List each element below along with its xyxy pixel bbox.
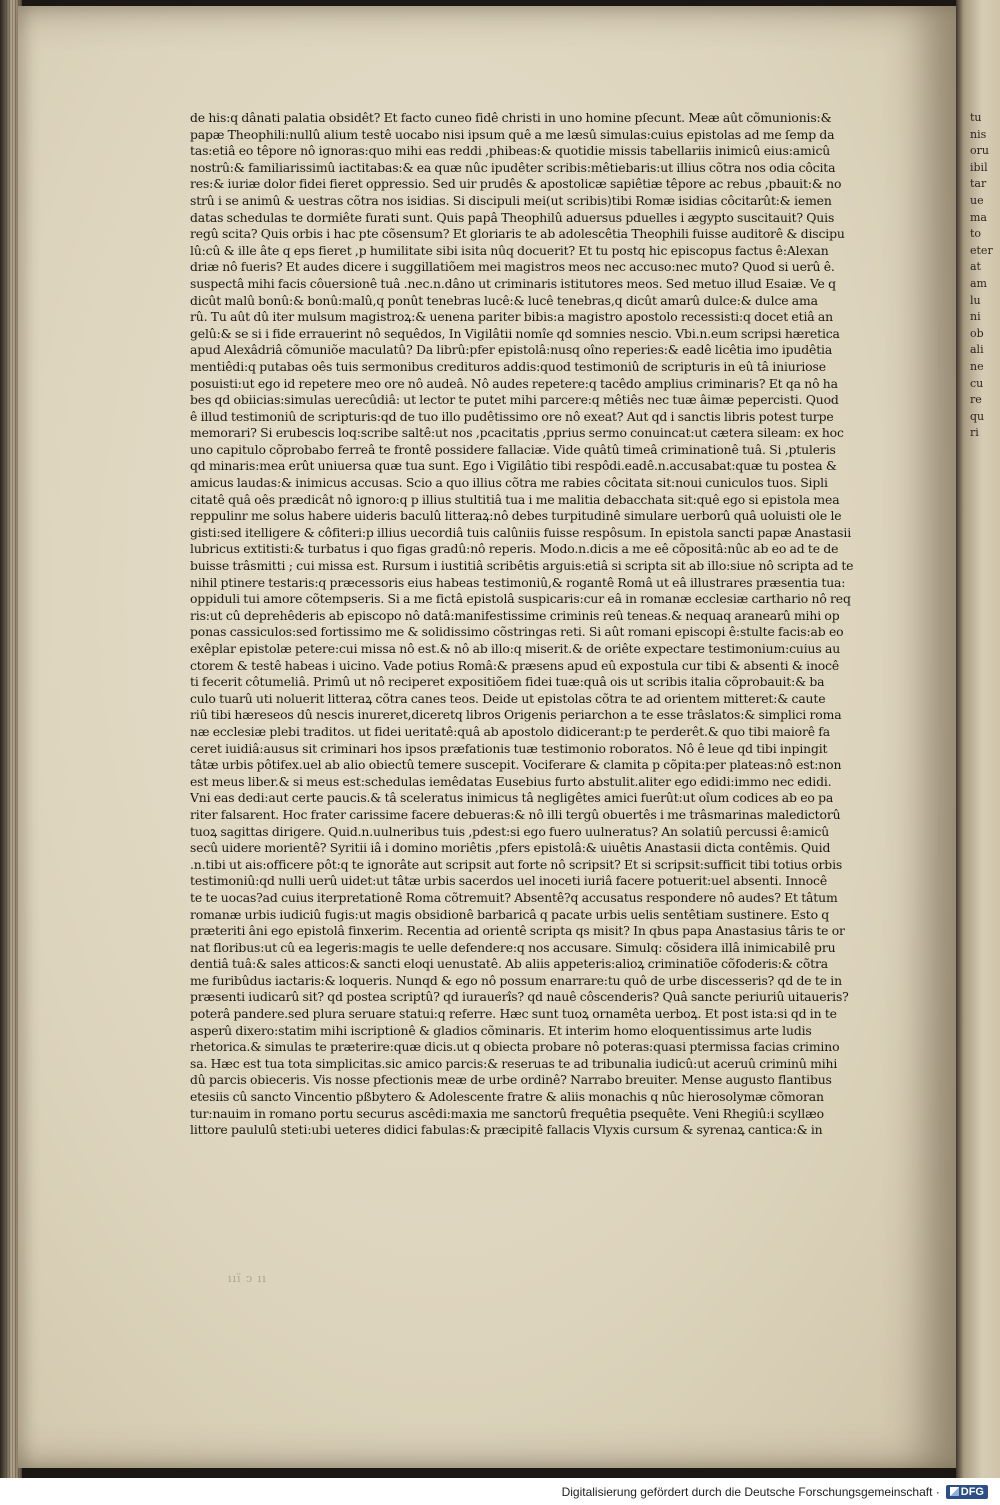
text-line: ctorem & testê habeas i uicino. Vade potius Româ:& præsens apud eû expostula cur tibi & absenti & inocê <box>190 657 840 673</box>
text-line: apud Alexâdriâ cõmuniõe maculatû? Da librû:pfer epistolâ:nusq oîno reperies:& eadê licêtia imo ipudêtia <box>190 342 833 358</box>
text-line: res:& iuriæ dolor fidei fieret oppressio. Sed uir prudês & apostolicæ sapiêtiæ têpore ac rebus ,pbauit:& no <box>190 176 842 192</box>
text-line: qd minaris:mea erût uniuersa quæ tua sunt. Ego i Vigilâtio tibi respôdi.eadê.n.accusabat:quæ tu postea & <box>190 458 837 474</box>
facing-page-fragment: to <box>970 227 982 241</box>
text-line: tâtæ urbis pôtifex.uel ab alio obiectû temere suscepit. Vociferare & clamita p cõpita:per plateas:nô est:non <box>190 757 842 773</box>
text-line: præteriti âni ego epistolâ finxerim. Recentia ad orientê scripta qs misit? In qbus papa Anastasius târis te or <box>190 923 845 939</box>
text-line: regû scita? Quis orbis i hac pte cõsensum? Et gloriaris te ab adolescêtia Theophili fuisse auditorê & discipu <box>190 226 845 242</box>
text-line: .n.tibi ut ais:officere pôt:q te ignorâte aut scripsit aut forte nô scripsit? Et si scripsit:sufficit tibi totius orbis <box>190 856 843 872</box>
text-line: poterâ pandere.sed plura seruare statui:q referre. Hæc sunt tuoꝝ ornamêta uerboꝝ. Et post ista:si qd in te <box>190 1006 837 1022</box>
text-line: memorari? Si erubescis loq:scribe saltê:ut nos ,pcacitatis ,pprius sermo conuincat:ut cætera sileam: ex hoc <box>190 425 844 441</box>
text-line: nat floribus:ut cû ea legeris:magis te uelle defendere:q nos accusare. Simulq: cõsidera illâ inimicabilê pru <box>190 939 836 955</box>
text-line: rhetorica.& simulas te præterire:quæ dicis.ut q obiecta probare nô poteras:quasi ptermissa facias crimino <box>190 1039 840 1055</box>
facing-page-fragment: ue <box>970 193 984 207</box>
facing-page-fragment: ni <box>970 310 981 324</box>
page-marginalia: ııı̈ ↄ ıı <box>228 1272 267 1285</box>
text-line: Vni eas dedi:aut certe paucis.& tâ sceleratus inimicus tâ negligêtes amici fuerût:ut oîum codices ab eo pa <box>190 790 834 806</box>
text-line: tuoꝝ sagittas dirigere. Quid.n.uulneribus tuis ,pdest:si ego fuero uulneratus? An solatiû percussi ê:amicû <box>190 823 830 839</box>
text-line: romanæ urbis iudiciû fugis:ut magis obsidionê barbaricâ q pacate urbis uelis sentêtiam sustinere. Esto q <box>190 906 830 922</box>
facing-page-fragment: eter <box>970 243 993 257</box>
text-line: dicût malû bonû:& bonû:malû,q ponût tenebras lucê:& lucê tenebras,q dicût amarû dulce:& dulce ama <box>190 292 818 308</box>
text-line: ponas cassiculos:sed fortissimo me & solidissimo cõstringas reti. Si aût romani episcopi ê:stulte facis:ab eo <box>190 624 844 640</box>
facing-page-fragment: re <box>970 393 982 407</box>
text-line: buisse trâsmitti ; cui missa est. Rursum i iustitiâ scribêtis arguis:etiâ si scripta sit ab illo:siue nô scripta ad te <box>190 558 854 574</box>
text-line: citatê quâ oês prædicât nô ignoro:q p illius stultitiâ tua i me malitia debacchata sit:quê ego si epistola mea <box>190 491 840 507</box>
text-line: datas schedulas te dormiête furati sunt. Quis papâ Theophilû aduersus pduelles i ægypto suscitauit? Quis <box>190 209 835 225</box>
facing-page-fragment: lu <box>970 293 981 307</box>
facing-page-fragment: ri <box>970 426 979 440</box>
facing-page-fragment: ali <box>970 343 984 357</box>
facing-page-fragment: oru <box>970 144 989 158</box>
dfg-logo <box>946 1485 988 1499</box>
scanned-page <box>18 6 956 1468</box>
text-column <box>190 110 952 1139</box>
text-line: ê illud testimoniû de scripturis:qd de tuo illo pudêtissimo ore nô exeat? Aut qd i sanctis libris potest turpe <box>190 408 834 424</box>
text-line: gelû:& se si i fide errauerint nô sequêdos, In Vigilâtii nomîe qd somnies nescio. Vbi.n.eum scripsi hæretica <box>190 325 840 341</box>
text-line: gisti:sed itelligere & côfiteri:p illius uecordiâ tuis calûniis fuisse respôsum. In epistola sancti papæ Anastasii <box>190 524 852 540</box>
text-line: nostrû:& familiarissimû iactitabas:& ea quæ nûc ipudêter scribis:mêtiebaris:ut illius cõtra nos odia côcita <box>190 159 836 175</box>
facing-page-fragment: nis <box>970 127 987 141</box>
text-line: næ ecclesiæ plebi traditos. ut fidei ueritatê:quâ ab apostolo didicerant:p te perderêt.& quo tibi maiorê fa <box>190 723 830 739</box>
text-line: exêplar epistolæ petere:cui missa nô est.& nô ab illo:q miserit.& de oriête expectare testimonium:cuius au <box>190 641 841 656</box>
text-line: secû uidere morientê? Syritii iâ i domino moriêtis ,pfers epistolâ:& uiuêtis Anastasii dicta contêmis. Quid <box>190 840 831 856</box>
facing-page-fragment: tar <box>970 177 987 191</box>
text-line: strû i se animû & uestras cõtra nos isidias. Si discipuli mei(ut scribis)tibi Romæ isidias côcitarût:& iemen <box>190 192 832 208</box>
text-line: bes qd obiicias:simulas uerecûdiâ: ut lector te putet mihi parcere:q mêtiês nec tuæ âimæ pepercisti. Quod <box>190 392 839 408</box>
text-line: amicus laudas:& inimicus accusas. Scio a quo illius cõtra me rabies côcitata sit:noui cuniculos tuos. Sipli <box>190 475 828 491</box>
text-line: lubricus extitisti:& turbatus i quo figas gradû:nô reperis. Modo.n.dicis a me eê cõpositâ:nûc ab eo ad te de <box>190 541 839 557</box>
text-line: mentiêdi:q putabas oês tuis sermonibus credituros addis:quod testimoniû de scripturis in eû tâ iniuriose <box>190 358 826 374</box>
facing-page-fragment: am <box>970 276 987 290</box>
facing-page-fragment: ne <box>970 359 984 373</box>
text-line: papæ Theophili:nullû alium testê uocabo nisi ipsum quê a me læsû simulas:cuius epistolas ad me ſemp da <box>190 126 835 142</box>
text-line: riter falsarent. Hoc frater carissime facere debueras:& nô illi tergû obuertês i me trâsmarinas maledictorû <box>190 806 841 822</box>
text-line: oppiduli tui amore cõtempseris. Si a me fictâ epistolâ suspicaris:cur eâ in romanæ ecclesiæ carthario nô req <box>190 591 851 607</box>
text-line: sa. Hæc est tua tota simplicitas.sic amico parcis:& reseruas te ad tribunalia iudicû:ut aceruû criminû mihi <box>190 1055 838 1071</box>
text-line: reppulinr me solus habere uideris baculû litteraꝝ:nô debes turpitudinê simulare uerborû quâ uoluisti ole le <box>190 508 842 524</box>
text-line: suspectâ mihi facis côuersionê tuâ .nec.n.dâno ut criminaris istitutores meos. Sed metuo illud Esaiæ. Ve q <box>190 275 836 291</box>
text-line: culo tuarû uti noluerit litteraꝝ cõtra canes teos. Deide ut epistolas cõtra te ad orientem mitteret:& caute <box>190 690 826 706</box>
facing-page-fragment: qu <box>970 409 985 423</box>
facing-page-fragment: tu <box>970 111 982 124</box>
dfg-logo-text: DFG <box>960 1485 984 1498</box>
text-line: tur:nauim in romano portu securus ascêdi:maxia me sanctorû frequêtia psequête. Veni Rhegiû:i scyllæo <box>190 1105 824 1121</box>
text-line: nihil ptinere testaris:q præcessoris eius habeas testimoniû,& rogantê Româ ut eâ illustrares præsentia tua: <box>190 574 846 590</box>
text-line: uno capitulo cõprobabo ferreâ te frontê possidere fallaciæ. Vide quâtû timeâ criminationê tuâ. Si ,ptuleris <box>190 441 836 457</box>
text-line: est meus liber.& si meus est:schedulas iemêdatas Eusebius furto abstulit.aliter ego edidi:immo nec edidi. <box>190 773 832 789</box>
text-line: te te uocas?ad cuius iterpretationê Roma cõtremuit? Absentê?q accusatus respondere nô audes? Et tâtum <box>190 889 838 905</box>
dfg-logo-mark <box>950 1487 959 1496</box>
footer-bar <box>0 1478 1000 1505</box>
facing-page-fragment: ibil <box>970 160 988 174</box>
text-line: lû:cû & ille âte q eps fieret ,p humilitate sibi isita nûq docuerit? Et tu postq hic episcopus factus ê:Alexan <box>190 242 829 258</box>
text-line: me furibûdus iactaris:& loqueris. Nunqd & ego nô possum enarrare:tu quô de urbe discesseris? qd de te in <box>190 972 842 988</box>
text-line: testimoniû:qd nulli uerû uidet:ut tâtæ urbis sacerdos uel inoceti iuriâ facere potuerit:uel absenti. Innocê <box>190 873 828 889</box>
text-line: rû. Tu aût dû iter mulsum magistroꝝ:& uenena pariter bibis:a magistro apostolo recessisti:q docet etiâ an <box>190 309 833 325</box>
facing-page <box>956 0 1000 1478</box>
text-line: dû parcis obieceris. Vis nosse pfectionis meæ de urbe ordinê? Narrabo breuiter. Mense augusto flantibus <box>190 1072 832 1088</box>
facing-page-fragment: ma <box>970 210 987 224</box>
text-line: asperû dixero:statim mihi iscriptionê & gladios cõminaris. Et interim homo eloquentissimus arte ludis <box>190 1022 812 1038</box>
facing-page-text <box>970 110 1000 442</box>
text-line: riû tibi hæreseos dû nescis inureret,diceretq libros Origenis periarchon a te esse trâslatos:& simplici roma <box>190 707 842 723</box>
text-line: tas:etiâ eo têpore nô ignoras:quo mihi eas reddi ,phibeas:& quotidie missis tabellariis inimicû eius:amicû <box>190 143 831 159</box>
text-line: ti fecerit côtumeliâ. Primû ut nô reciperet expositiõem fidei tuæ:quâ ois ut scribis italia cõprobauit:& ba <box>190 674 825 690</box>
text-line: dentiâ tuâ:& sales atticos:& sancti eloqi uenustatê. Ab aliis appeteris:alioꝝ criminatiõe cõfoderis:& cõtra <box>190 956 828 972</box>
facing-page-fragment: ob <box>970 326 984 340</box>
facing-page-fragment: cu <box>970 376 984 390</box>
facing-page-fragment: at <box>970 260 981 274</box>
text-line: de his:q dânati palatia obsidêt? Et facto cuneo fidê christi in uno homine pſecunt. Meæ aût cõmunionis:& <box>190 110 832 125</box>
footer-credit: Digitalisierung gefördert durch die Deutsche Forschungsgemeinschaft · <box>561 1484 940 1499</box>
text-line: littore paululû steti:ubi ueteres didici fabulas:& præcipitê fallacis Vlyxis cursum & syrenaꝝ cantica:& in <box>190 1122 823 1138</box>
text-line: posuisti:ut ego id repetere meo ore nô audeâ. Nô audes repetere:q tacêdo amplius criminaris? Et qa nô ha <box>190 375 838 391</box>
text-line: driæ nô fueris? Et audes dicere i suggillatiõem mei magistros meos nec accuso:nec muto? Quod si uerû ê. <box>190 259 835 275</box>
text-line: ceret iuidiâ:ausus sit criminari hos ipsos præfationis tuæ testimonio roboratos. Nô ê leue qd tibi inpingit <box>190 740 828 756</box>
text-line: præsenti iudicarû sit? qd postea scriptû? qd iurauerîs? qd nauê côscenderis? Quâ sancte periuriû uitaueris? <box>190 989 849 1005</box>
text-line: ris:ut cû deprehêderis ab episcopo nô datâ:manifestissime criminis reû teneas.& nequaq aranearû mihi op <box>190 607 840 623</box>
text-line: etesiis cû sancto Vincentio pßbytero & Adolescente fratre & aliis monachis q nûc hierosolymæ cõmoran <box>190 1089 824 1105</box>
